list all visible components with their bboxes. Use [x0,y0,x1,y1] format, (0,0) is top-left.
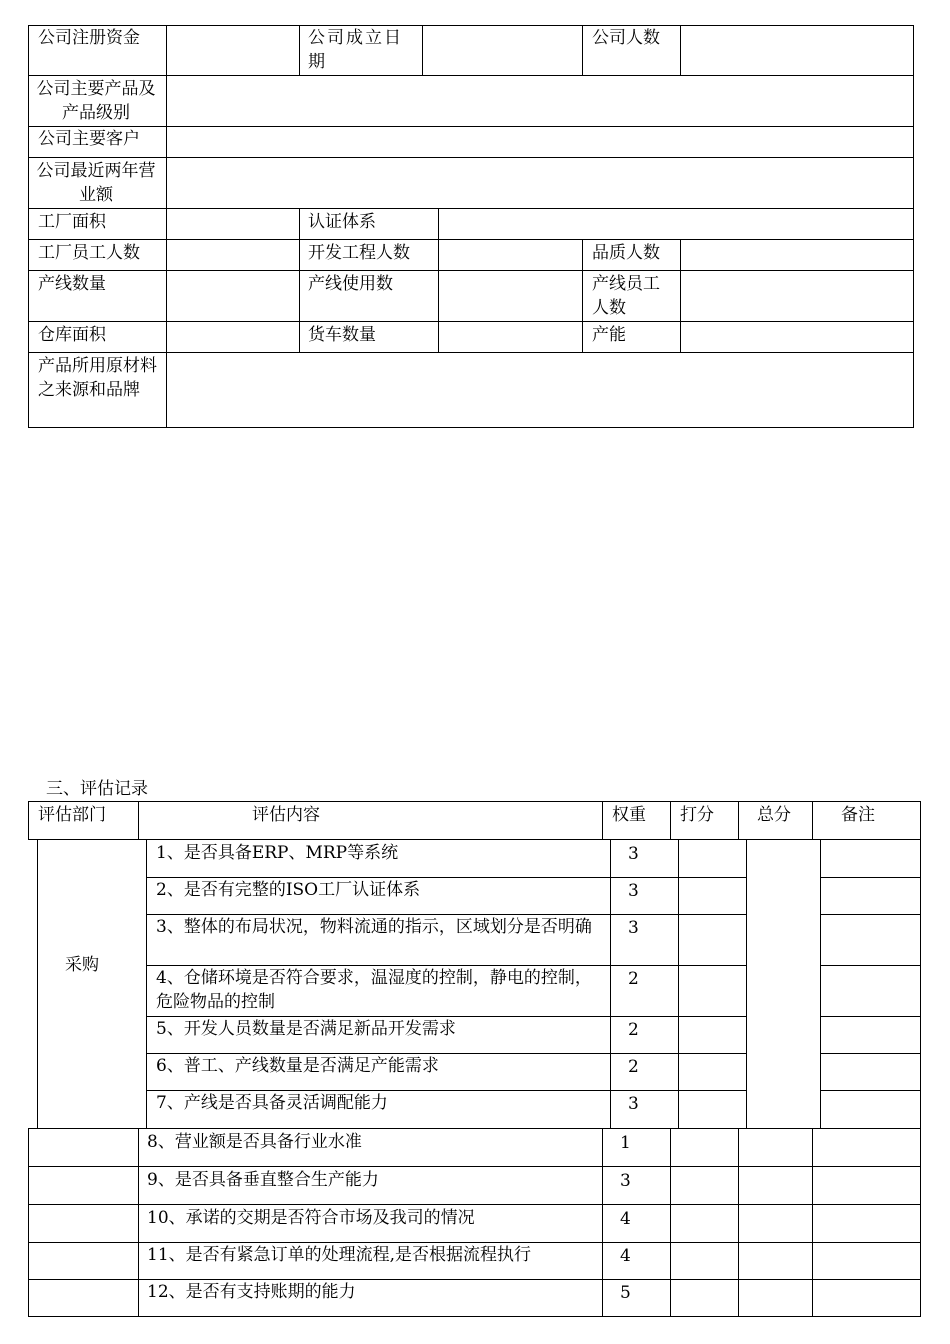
table-rule [920,1128,921,1317]
row-6-content: 6、普工、产线数量是否满足产能需求 [156,1056,439,1076]
table-rule [820,965,921,966]
table-rule [738,1128,739,1317]
row-5-weight: 2 [628,1020,639,1040]
table-rule [28,75,914,76]
founded-date-label: 公司成立日期 [308,28,403,72]
row-12-weight: 5 [620,1283,631,1303]
table-rule [28,239,914,240]
table-rule [610,840,611,1129]
row-7-content: 7、产线是否具备灵活调配能力 [156,1093,388,1113]
table-rule [166,25,167,428]
table-rule [28,321,914,322]
table-rule [28,801,921,802]
table-rule [299,25,300,76]
headcount-label: 公司人数 [592,28,660,48]
table-rule [812,801,813,840]
row-2-weight: 3 [628,881,639,901]
table-rule [920,840,921,1129]
table-rule [820,1016,921,1017]
header-weight: 权重 [612,805,646,825]
table-rule [670,801,671,840]
table-rule [422,25,423,76]
quality-staff-label: 品质人数 [592,243,660,263]
header-remark: 备注 [841,805,875,825]
table-rule [37,840,38,1129]
main-customers-label: 公司主要客户 [38,129,140,149]
row-9-weight: 3 [620,1171,631,1191]
table-rule [820,1090,921,1091]
lines-in-use-label: 产线使用数 [308,274,393,294]
table-rule [582,25,583,76]
row-3-weight: 3 [628,918,639,938]
row-1-content: 1、是否具备ERP、MRP等系统 [156,843,399,863]
table-rule [28,801,29,840]
materials-label: 产品所用原材料之来源和品牌 [38,356,157,400]
table-rule [812,1128,813,1317]
table-rule [913,25,914,428]
table-rule [820,840,821,1129]
table-rule [28,1128,29,1317]
row-3-content: 3、整体的布局状况，物料流通的指示，区域划分是否明确 [156,917,592,937]
header-dept: 评估部门 [38,805,106,825]
row-8-weight: 1 [620,1133,631,1153]
dept-purchasing: 采购 [65,955,99,975]
line-count-label: 产线数量 [38,274,106,294]
row-4-weight: 2 [628,969,639,989]
table-rule [28,1166,921,1167]
table-rule [582,239,583,353]
row-8-content: 8、营业额是否具备行业水准 [147,1132,362,1152]
header-total: 总分 [757,805,791,825]
row-2-content: 2、是否有完整的ISO工厂认证体系 [156,880,421,900]
row-4-content: 4、仓储环境是否符合要求，温湿度的控制，静电的控制，危险物品的控制 [156,968,592,1012]
row-5-content: 5、开发人员数量是否满足新品开发需求 [156,1019,456,1039]
table-rule [738,801,739,840]
table-rule [28,1316,921,1317]
main-products-label: 公司主要产品及产品级别 [36,79,156,123]
row-10-content: 10、承诺的交期是否符合市场及我司的情况 [147,1208,475,1228]
header-content: 评估内容 [252,805,320,825]
certification-label: 认证体系 [308,212,376,232]
table-rule [146,840,147,1129]
table-rule [602,801,603,840]
table-rule [670,1128,671,1317]
table-rule [138,1128,139,1317]
table-rule [28,157,914,158]
table-rule [28,352,914,353]
table-rule [820,914,921,915]
row-12-content: 12、是否有支持账期的能力 [147,1282,356,1302]
row-11-content: 11、是否有紧急订单的处理流程,是否根据流程执行 [147,1245,532,1265]
row-11-weight: 4 [620,1246,631,1266]
warehouse-area-label: 仓库面积 [38,325,106,345]
factory-area-label: 工厂面积 [38,212,106,232]
table-rule [28,25,29,428]
table-rule [602,1128,603,1317]
table-rule [680,25,681,76]
table-rule [920,801,921,840]
section-title: 三、评估记录 [46,779,148,799]
table-rule [28,270,914,271]
factory-staff-label: 工厂员工人数 [38,243,140,263]
trucks-label: 货车数量 [308,325,376,345]
table-rule [299,208,300,353]
line-staff-label: 产线员工人数 [592,274,660,318]
table-rule [746,840,747,1129]
table-rule [28,1204,921,1205]
row-6-weight: 2 [628,1057,639,1077]
row-9-content: 9、是否具备垂直整合生产能力 [147,1170,379,1190]
dev-engineers-label: 开发工程人数 [308,243,410,263]
reg-capital-label: 公司注册资金 [38,28,140,48]
table-rule [820,877,921,878]
table-rule [680,239,681,353]
table-rule [820,1053,921,1054]
table-rule [28,25,914,26]
table-rule [678,840,679,1129]
revenue-label: 公司最近两年营业额 [36,161,156,205]
table-rule [28,126,914,127]
header-score: 打分 [680,805,714,825]
table-rule [28,1128,921,1129]
table-rule [28,839,921,840]
row-7-weight: 3 [628,1094,639,1114]
table-rule [28,427,914,428]
capacity-label: 产能 [592,325,626,345]
table-rule [28,208,914,209]
row-1-weight: 3 [628,844,639,864]
row-10-weight: 4 [620,1209,631,1229]
table-rule [438,208,439,353]
